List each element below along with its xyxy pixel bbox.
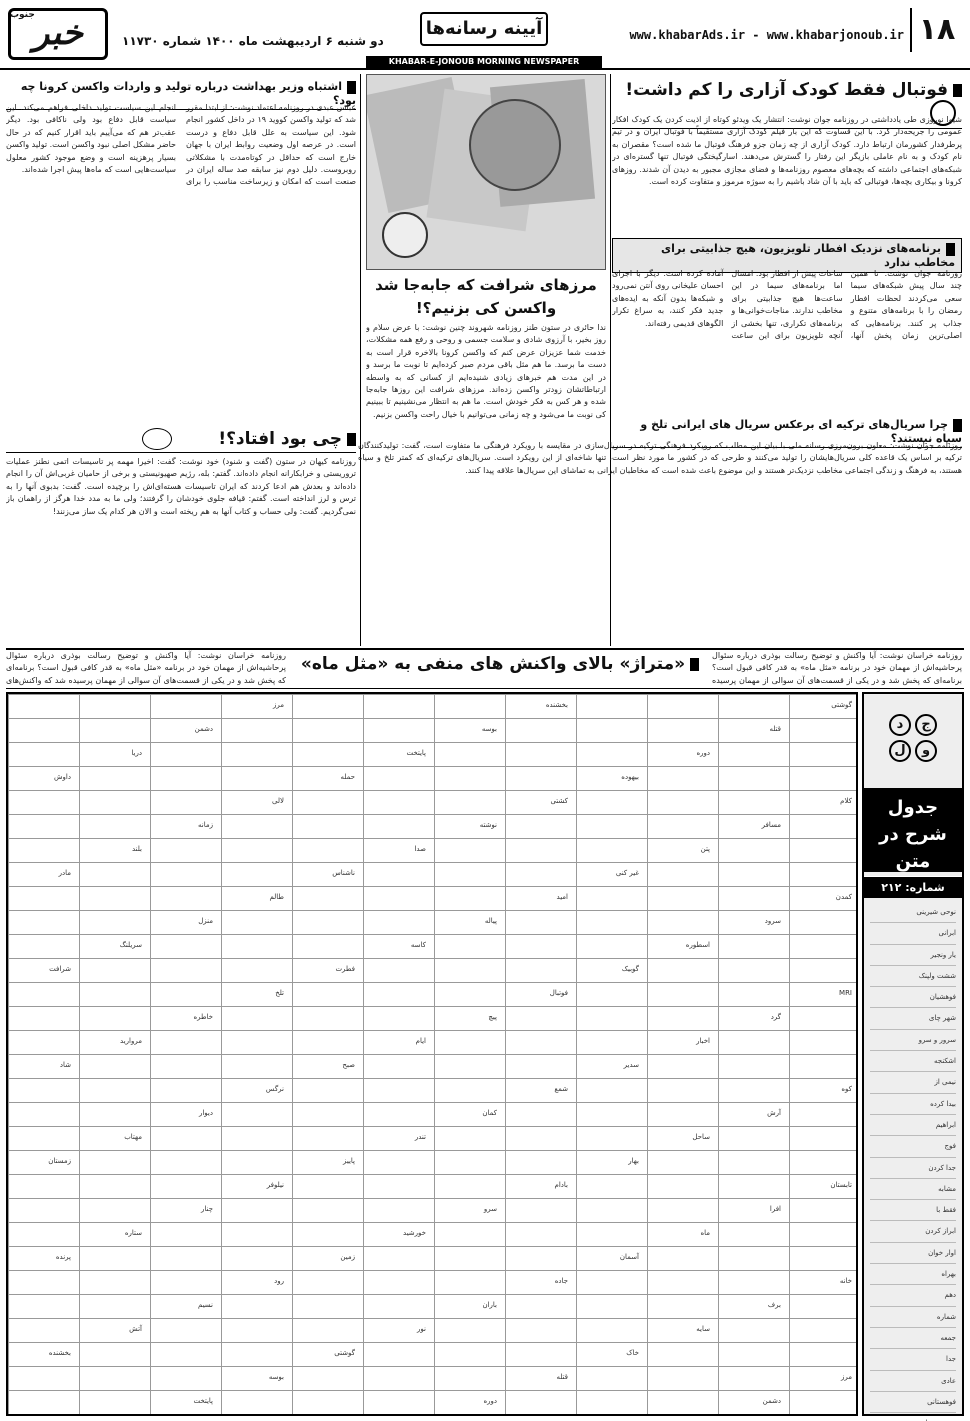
logo-letter: ج (915, 714, 937, 736)
turkish-series-body: روزنامه جوان نوشت: معاون برون‌مرزی رسانه ملی با بیان این مطلب که رویکرد فرهنگی ترکیه در سریال‌سازی در مقایسه با رویکرد فرهنگی ما متفاوت است، گفت: تولیدکنندگان ترکیه بر اساس یک قاعده کلی سریال‌هایشان را تولید می‌کنند و طرحی که در کشور ما مورد نظر است، تنها شاخه‌ای از این رویکرد است. سریال‌های ترکیه‌ای که کمتر تلخ و سیاه هستند، به فرهنگ و زندگی اجتماعی مخاطب نزدیک‌تر هستند و این موضوع باعث شده است که مخاطبان ایرانی به تماشای این سریال‌ها علاقه پیدا کنند. (358, 441, 962, 475)
crossword-clue: نور (417, 1325, 426, 1333)
crossword-clue: قتله (769, 725, 781, 733)
crossword-clue: کمدن (835, 893, 852, 901)
crossword-clue: شمع (554, 1085, 568, 1093)
side-clue: بهراه (870, 1264, 956, 1285)
side-clue: شهر چای (870, 1008, 956, 1029)
section-divider (6, 688, 964, 689)
crossword-clue: پیاله (484, 917, 497, 925)
crossword-clue: زمستان (48, 1157, 71, 1165)
side-clue: فقط با (870, 1200, 956, 1221)
side-clue: جدا کردن (870, 1158, 956, 1179)
crossword-clue: اخبار (696, 1037, 710, 1045)
logo-letter: د (889, 714, 911, 736)
crossword-clue: زمین (340, 1253, 355, 1261)
crossword-clue: مهتاب (124, 1133, 142, 1141)
title-bullet-icon (347, 433, 356, 446)
hole-title: چی بود افتاد؟! (6, 428, 356, 453)
crossword-clue: گوشتی (334, 1349, 355, 1357)
crossword-clue: مسافر (761, 821, 781, 829)
side-clue: یار ونجیر (870, 945, 956, 966)
crossword-clue: آرش (767, 1109, 781, 1117)
illustration-newspapers-image (366, 74, 606, 270)
turkish-series-title: چرا سریال‌های ترکیه ای برعکس سریال های ایرانی تلخ و سیاه نیستند؟ (612, 418, 962, 448)
center-image-caption: مرزهای شرافت که جابه‌جا شد واکسن کی بزنیم؟! (375, 276, 597, 317)
side-clue: اوار خوان (870, 1243, 956, 1264)
crossword-clue: سدیر (623, 1061, 639, 1069)
title-bullet-icon (347, 81, 356, 94)
mesl-mah-title: «متراژ» بالای واکنش های منفی به «مثل ماه» (300, 654, 700, 676)
side-clue: ابرانی (870, 923, 956, 944)
section-title: آیینه رسانه‌ها (420, 12, 548, 46)
crossword-clue: زمانه (198, 821, 213, 829)
crossword-clue: فطرت (335, 965, 355, 973)
mesl-mah-body-right: روزنامه خراسان نوشت: آیا واکنش و توضیح رسالت بوذری درباره سئوال پرحاشیه‌اش از مهمان خود در برنامه «مثل ماه» به قدر کافی قبول است؟ برنامه‌ای که پخش شد و در یکی از قسمت‌های آن سوالی از مهمان پرسیده (712, 651, 962, 685)
crossword-clue: دشمن (762, 1397, 781, 1405)
crossword-clue: خورشید (403, 1229, 426, 1237)
crossword-clue: پتن (700, 845, 710, 853)
crossword-clue: بوسه (481, 725, 497, 733)
side-clue: فوهشیان (870, 987, 956, 1008)
crossword-clue: نرگس (265, 1085, 284, 1093)
crossword-clue: کوه (841, 1085, 852, 1093)
title-bullet-icon (953, 84, 962, 97)
masthead (0, 0, 970, 70)
hole-body: روزنامه کیهان در ستون (گفت و شنود) خود نوشت: گفت: اخیرا مهمه پر تاسیسات اتمی نطنز عملیات تروریستی و خرابکارانه انجام داده‌اند. گفتم: بله، رژیم صهیونیستی و برخی از حامیان غربی‌اش آن را انجام داده‌اند و بعدش هم ادعا کردند که ایران تاسیسات هسته‌ای‌اش را برچیده است. گفت: بدبوی آنها را به ترس و لرز انداخته است. گفتم: قیافه جلوی خودشان را گرفتند؛ ولی ما به مدد خدا هرگز از راهمان باز نمی‌گردیم. گفت: ولی حساب و کتاب آنها به هم ریخته است و الان هر کدام یک ساز می‌زنند! (6, 457, 356, 516)
crossword-clue: بخشنده (545, 701, 568, 709)
vaccine-body: عباس عبدی در روزنامه اعتماد نوشت: از ابتدا مقرر شد که تولید واکسن کووید ۱۹ در داخل کشور انجام شود. این سیاست به علل قابل دفاع و درست است. در عرصه اول وضعیت روابط ایران با جهان خارج است که حداقل در کوتاه‌مدت با مشکلاتی روبروست. دلیل دوم نیز سابقه صد ساله ایران در صنعت است که امکان و زیرساخت مناسب را برای انجام این سیاست تولید داخلی فراهم می‌کند. این سیاست قابل دفاع بود ولی ناکافی بود. دیگر عقب‌تر هم که می‌آییم باید اقرار کنیم که در حال حاضر مشکل اصلی نبود واکسن است. تولید واکسن بسیار پرهزینه است و وضع موجود کشور معلول سیاست‌هایی است که ماه‌ها پیش اجرا شده‌اند. (6, 103, 356, 187)
crossword-clue: سرو (483, 1205, 497, 1213)
side-clue: نیمی از (870, 1072, 956, 1093)
crossword-clue: پاییز (342, 1157, 355, 1165)
crossword-clue: کلام (840, 797, 852, 805)
crossword-clue: شاد (59, 1061, 71, 1069)
crossword-clue: پایتخت (406, 749, 426, 757)
tv-title: برنامه‌های نزدیک افطار تلویزیون، هیچ جذابیتی برای مخاطب ندارد (612, 238, 962, 273)
page-number: ۱۸ (910, 8, 962, 52)
crossword-clue: شرافت (49, 965, 71, 973)
crossword-clue: نوشته (479, 821, 497, 829)
crossword-clue: سرود (764, 917, 781, 925)
issue-dateline: دو شنبه ۶ اردیبهشت ماه ۱۴۰۰ شماره ۱۱۷۳۰ (122, 34, 384, 48)
crossword-clue: تابستان (830, 1181, 852, 1189)
crossword-clue: ایام (415, 1037, 426, 1045)
side-clue: ابراهیم (870, 1115, 956, 1136)
crossword-clue: تلخ (275, 989, 284, 997)
crossword-clue: امید (556, 893, 568, 901)
crossword-clue: سریلنگ (119, 941, 142, 949)
side-clue: فوج (870, 1136, 956, 1157)
crossword-clue: مادر (58, 869, 71, 877)
crossword-clue: دوره (696, 749, 710, 757)
crossword-clue: سایه (696, 1325, 710, 1333)
crossword-side-clues (864, 902, 962, 1421)
crossword-clue: MRI (839, 989, 852, 997)
crossword-clue: مرز (273, 701, 284, 709)
crossword-clue: خانه (839, 1277, 852, 1285)
crossword-clue: طالم (269, 893, 284, 901)
side-clue: بیدا کرده (870, 1094, 956, 1115)
side-clue: شماره (870, 1307, 956, 1328)
crossword-clue: نسیم (198, 1301, 213, 1309)
football-title: فوتبال فقط کودک آزاری را کم داشت! (612, 80, 962, 129)
mesl-mah-body-left: روزنامه خراسان نوشت: آیا واکنش و توضیح رسالت بوذری درباره سئوال پرحاشیه‌اش از مهمان خود در برنامه «مثل ماه» به قدر کافی قبول است؟ برنامه‌ای که پخش شد و در یکی از قسمت‌های آن سوالی از مهمان پرسیده شد که واکنش‌های (6, 651, 286, 685)
crossword-clue: کمان (482, 1109, 497, 1117)
crossword-clue: گرد (770, 1013, 781, 1021)
crossword-clue: رود (274, 1277, 284, 1285)
logo-text: خبر (32, 13, 84, 53)
title-bullet-icon (690, 658, 699, 671)
vaccine-title: اشتباه وزیر بهداشت درباره تولید و واردات واکسن کرونا چه بود؟ (6, 80, 356, 110)
side-clue: دهم (870, 1285, 956, 1306)
crossword-clue: برف (767, 1301, 781, 1309)
side-clue: ششت ولپنک (870, 966, 956, 987)
crossword-clue: دوره (483, 1397, 497, 1405)
crossword-clue: دریا (131, 749, 142, 757)
crossword-clue: کشتی (550, 797, 568, 805)
side-clue: نوحی شیرینی (870, 902, 956, 923)
crossword-clue: دشمن (194, 725, 213, 733)
crossword-clue: جاده (554, 1277, 568, 1285)
crossword-clue: ماه (700, 1229, 710, 1237)
illustration-newspapers-icon (366, 75, 605, 270)
crossword-title: جدول شرح در متن (864, 788, 962, 872)
side-clue: جدا (870, 1349, 956, 1370)
crossword-clue: بخشنده (48, 1349, 71, 1357)
crossword-clue: فوتبال (549, 989, 568, 997)
side-clue: فوهستانی (870, 1392, 956, 1413)
crossword-clue: صدا (414, 845, 426, 853)
crossword-logo (873, 712, 953, 778)
crossword-clue: ساحل (692, 1133, 710, 1141)
crossword-clue: پرنده (55, 1253, 71, 1261)
side-clue: اشکنجه (870, 1051, 956, 1072)
crossword-clue: چنار (201, 1205, 213, 1213)
website-links[interactable]: www.khabarAds.ir - www.khabarjonoub.ir (629, 28, 904, 42)
crossword-clue: خاطره (193, 1013, 213, 1021)
side-clue: عادی (870, 1371, 956, 1392)
morning-banner: KHABAR-E-JONOUB MORNING NEWSPAPER (366, 56, 602, 68)
crossword-clue: نیلوفر (266, 1181, 284, 1189)
title-bullet-icon (953, 419, 962, 432)
logo-letter: ل (889, 740, 911, 762)
title-bullet-icon (946, 243, 955, 256)
crossword-clue: بهار (628, 1157, 639, 1165)
crossword-clue: گوشتی (831, 701, 852, 709)
crossword-clue: گوبیک (621, 965, 639, 973)
crossword-clue: غیر کنی (615, 869, 639, 877)
side-clue: مشابه (870, 1179, 956, 1200)
crossword-clue: صبح (342, 1061, 355, 1069)
crossword-clue: قتله (556, 1373, 568, 1381)
crossword-clue: افرا (769, 1205, 781, 1213)
crossword-clue: پیچ (488, 1013, 497, 1021)
crossword-clue: آسمان (619, 1253, 639, 1261)
crossword-clue: خاک (626, 1349, 639, 1357)
crossword-clue: حمله (340, 773, 355, 781)
crossword-clue: مرز (841, 1373, 852, 1381)
crossword-grid[interactable] (6, 692, 858, 1416)
crossword-clue: باران (482, 1301, 497, 1309)
crossword-clue: تندر (414, 1133, 426, 1141)
side-clue: سرور و سرو (870, 1030, 956, 1051)
football-body: شیوا نوروزی طی یادداشتی در روزنامه جوان نوشت: انتشار یک ویدئو کوتاه از اذیت کردن یک کودک افکار عمومی را جریحه‌دار کرد. با این قساوت که این بار فیلم کودک آزاری مستقیماً با فوتبال ایران و در تیم پرطرفدار کشورمان ارتباط دارد. کودک آزاری از چه زمان جزو فرهنگ فوتبال ما شده است؟ مقصران به نام کودک و به نام عاملی بازیگر این رفتار را گسترش می‌دهند. اسارگیختگی فوتبال تنها گستره‌ای در شبکه‌های اجتماعی داشته که بچه‌های معصوم روزنامه‌ها و فضای مجازی مجبور به دیدن آن شدند. روزهای کرونا و بیکاری بچه‌ها، فوتبالی که باید با آن شاد باشیم را به سوژه مرموز و متفاوت کرده است. (612, 115, 962, 186)
crossword-clue: لالی (272, 797, 284, 805)
crossword-clue: مروارید (120, 1037, 142, 1045)
side-clue: ابراز کردن (870, 1221, 956, 1242)
crossword-clue: منزل (198, 917, 213, 925)
speech-bubble-icon (142, 428, 172, 450)
side-clue (870, 1413, 956, 1421)
crossword-clue: بوسه (268, 1373, 284, 1381)
crossword-clue: داوش (54, 773, 71, 781)
logo-letter: و (915, 740, 937, 762)
tv-body: روزنامه جوان نوشت: تا همین چند سال پیش شبکه‌های سیما سعی می‌کردند لحظات افطار رمضان را با برنامه‌های متنوع و جذاب پر کنند. برنامه‌هایی که اصلی‌ترین زمان پخش آنها، ساعات پیش از افطار بود. امسال اما برنامه‌های سیما در این ساعت‌ها هیچ جذابیتی برای مخاطب ندارند. مناجات‌خوانی‌ها و برنامه‌های تکراری، تنها بخشی از آنچه تلویزیون برای این ساعت آماده کرده است. دیگر با اجرای احسان علیخانی روی آنتن نمی‌رود و شبکه‌ها بدون آنکه به ایده‌های جدید فکر کنند، به سراغ تکرار الگوهای قدیمی رفته‌اند. (612, 269, 962, 340)
crossword-number: شماره: ۲۱۲ (864, 876, 962, 898)
crossword-clue: بادام (554, 1181, 568, 1189)
crossword-clue: اسطوره (685, 941, 710, 949)
crossword-clue: بلند (131, 845, 142, 853)
crossword-clue: ناشناس (332, 869, 355, 877)
side-clue: جمعه (870, 1328, 956, 1349)
crossword-clue: پایتخت (193, 1397, 213, 1405)
crossword-clue: ستاره (124, 1229, 142, 1237)
crossword-clue: بیهوده (621, 773, 639, 781)
crossword-clue: دیوار (198, 1109, 213, 1117)
center-body: ندا حائری در ستون طنز روزنامه شهروند چنین نوشت: با عرض سلام و روز بخیر، با آرزوی شادی و سلامت جسمی و روحی و رفع همه مشکلات، خدمت شما عزیزان عرض کنم که واکسن کرونا بالاخره قرار است به دست ما برسد. ما هم مثل باقی مردم صبر کرده‌ایم تا نوبت ما برسد و در این مدت هم خبرهای زیادی شنیده‌ایم از کسانی که به واسطه ارتباطاتشان زودتر واکسن زده‌اند. مرزهای شرافت این روزها جابه‌جا شده و هر کس به فکر خودش است. ما هم به انتظار می‌نشینیم تا ببینیم کی نوبت ما می‌شود و چه زمانی می‌توانیم با خیال راحت واکسن بزنیم. (366, 323, 606, 419)
crossword-clue: کاسه (410, 941, 426, 949)
logo-subtitle: جنوب (10, 10, 35, 20)
crossword-clue: آتش (129, 1325, 142, 1333)
